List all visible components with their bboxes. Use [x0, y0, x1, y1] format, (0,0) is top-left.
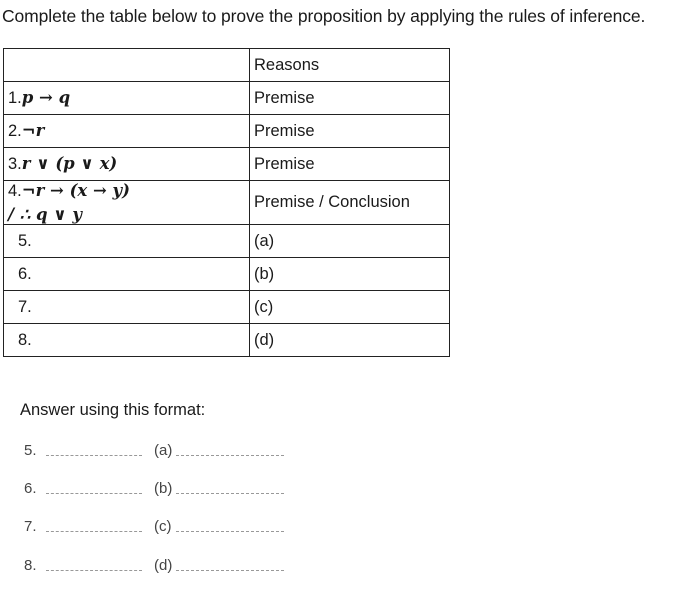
table-row [4, 225, 450, 258]
step-blank [46, 455, 142, 456]
table-row [4, 82, 450, 115]
reason-cell: (c) [250, 291, 450, 324]
answer-line [0, 557, 700, 581]
statement-cell: 2.¬r [4, 115, 250, 148]
statement-cell: 5. [4, 225, 250, 258]
reason-blank [176, 493, 284, 494]
answer-line [0, 442, 700, 466]
answer-line [0, 480, 700, 504]
reason-cell: (d) [250, 324, 450, 357]
statement-cell: 8. [4, 324, 250, 357]
proof-table [3, 48, 450, 357]
reason-blank [176, 570, 284, 571]
answer-reason-letter: (c) [154, 518, 172, 535]
statement-cell: 6. [4, 258, 250, 291]
reason-cell: Premise [250, 115, 450, 148]
answer-reason-letter: (a) [154, 442, 173, 459]
reason-cell: (b) [250, 258, 450, 291]
header-statement-cell [4, 49, 250, 82]
table-row [4, 115, 450, 148]
answer-step-number: 6. [24, 480, 37, 497]
reason-blank [176, 455, 284, 456]
answer-reason-letter: (d) [154, 557, 173, 574]
answer-step-number: 5. [24, 442, 37, 459]
answer-step-number: 8. [24, 557, 37, 574]
table-row [4, 258, 450, 291]
reason-blank [176, 531, 284, 532]
table-row [4, 324, 450, 357]
answer-format-heading: Answer using this format: [20, 401, 206, 419]
reason-cell: Premise [250, 148, 450, 181]
statement-cell: 7. [4, 291, 250, 324]
answer-line [0, 518, 700, 542]
answer-reason-letter: (b) [154, 480, 173, 497]
header-reasons-cell: Reasons [250, 49, 450, 82]
table-row [4, 148, 450, 181]
reason-cell: Premise [250, 82, 450, 115]
table-header-row [4, 49, 450, 82]
statement-cell: 1.p → q [4, 82, 250, 115]
instruction-text: Complete the table below to prove the proposition by applying the rules of inference. [2, 6, 646, 26]
step-blank [46, 493, 142, 494]
statement-cell: 3.r ∨ (p ∨ x) [4, 148, 250, 181]
step-blank [46, 570, 142, 571]
reason-cell: (a) [250, 225, 450, 258]
answer-step-number: 7. [24, 518, 37, 535]
table-row [4, 181, 450, 225]
reason-cell: Premise / Conclusion [250, 181, 450, 225]
table-row [4, 291, 450, 324]
conclusion-line: / ∴ q ∨ y [8, 205, 83, 224]
step-blank [46, 531, 142, 532]
statement-cell: 4.¬r → (x → y) / ∴ q ∨ y [4, 181, 250, 225]
